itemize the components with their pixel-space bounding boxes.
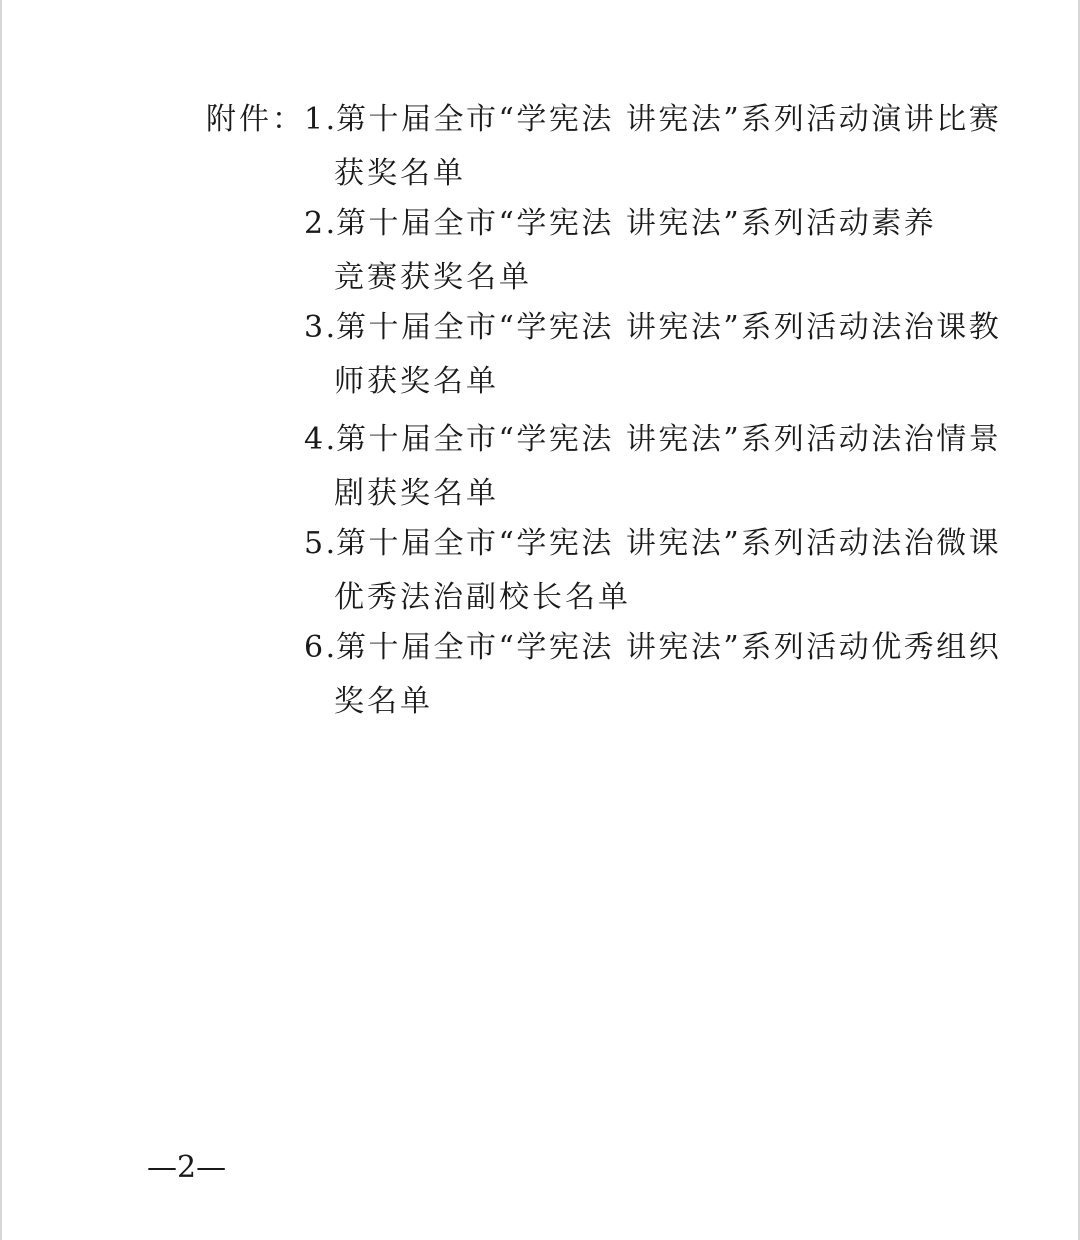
- item-title-line2: 竞赛获奖名单: [334, 260, 532, 295]
- item-title-line2: 获奖名单: [334, 156, 466, 191]
- item-title-line2: 师获奖名单: [334, 364, 499, 399]
- attachment-item-3: [304, 306, 1001, 404]
- attachment-item-5: [304, 522, 1001, 620]
- item-number: 3.: [304, 310, 338, 345]
- attachment-item-1: [304, 98, 1001, 196]
- item-number: 2.: [304, 206, 338, 241]
- page-number: —2—: [147, 1150, 227, 1185]
- item-number: 6.: [304, 630, 338, 665]
- attachment-item-2: [304, 202, 936, 300]
- item-title-line1: 第十届全市“学宪法 讲宪法”系列活动演讲比赛: [336, 102, 1002, 137]
- item-title-line1: 第十届全市“学宪法 讲宪法”系列活动法治微课: [336, 526, 1002, 561]
- attachment-item-6: [304, 626, 1001, 724]
- item-title-line1: 第十届全市“学宪法 讲宪法”系列活动法治课教: [336, 310, 1002, 345]
- item-number: 4.: [304, 422, 338, 457]
- item-title-line1: 第十届全市“学宪法 讲宪法”系列活动法治情景: [336, 422, 1002, 457]
- item-title-line2: 奖名单: [334, 684, 433, 719]
- item-title-line1: 第十届全市“学宪法 讲宪法”系列活动优秀组织: [336, 630, 1002, 665]
- item-title-line2: 优秀法治副校长名单: [334, 580, 631, 615]
- attachment-item-4: [304, 418, 1001, 516]
- item-number: 1.: [304, 102, 338, 137]
- item-title-line1: 第十届全市“学宪法 讲宪法”系列活动素养: [336, 206, 937, 241]
- item-number: 5.: [304, 526, 338, 561]
- item-title-line2: 剧获奖名单: [334, 476, 499, 511]
- attachment-label: 附件：: [206, 102, 305, 137]
